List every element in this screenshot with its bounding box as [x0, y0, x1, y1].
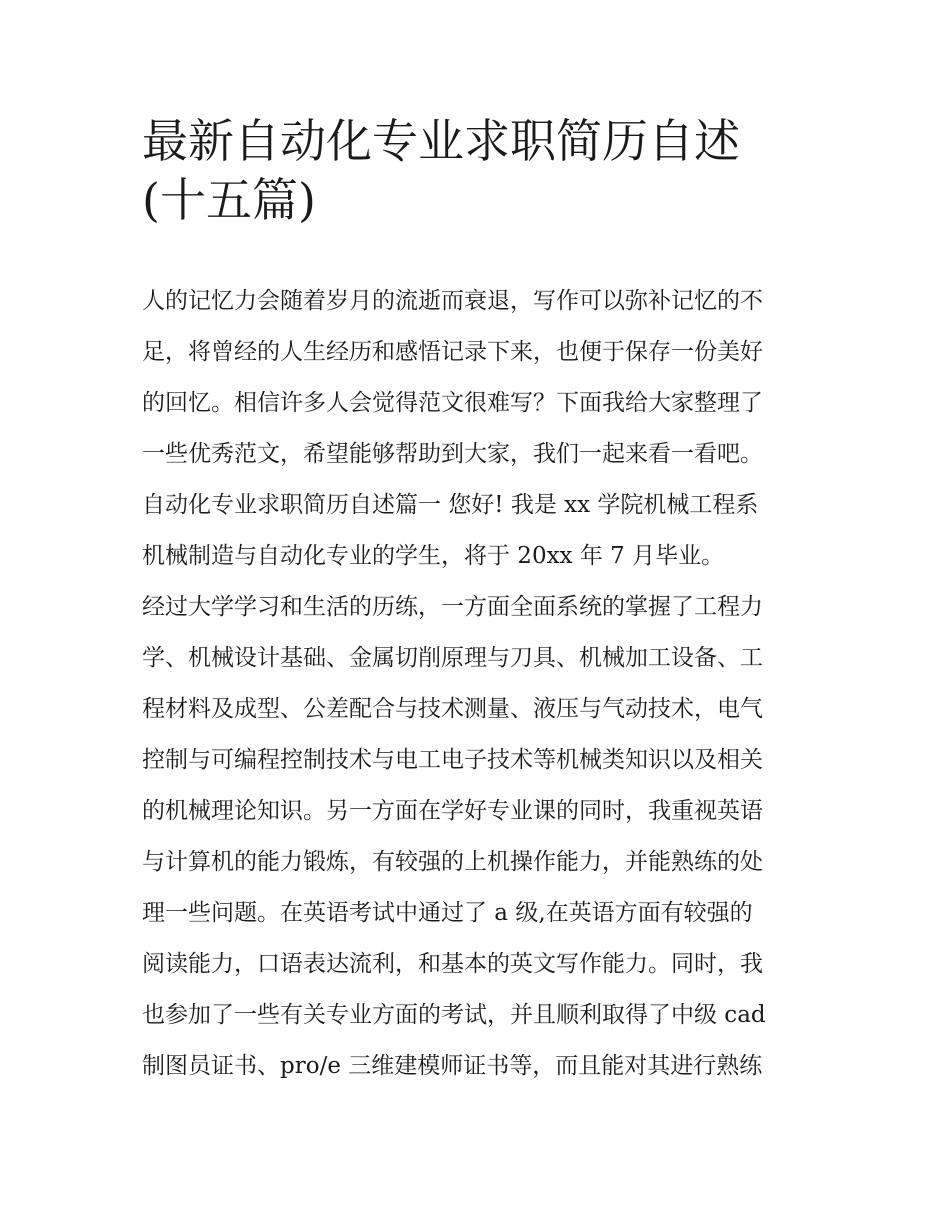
body-line: 的回忆。相信许多人会觉得范文很难写？下面我给大家整理了 — [142, 390, 763, 416]
body-line: 制图员证书、pro/e 三维建模师证书等，而且能对其进行熟练 — [142, 1053, 763, 1079]
body-line: 也参加了一些有关专业方面的考试，并且顺利取得了中级 cad — [142, 1002, 766, 1028]
body-line: 与计算机的能力锻炼，有较强的上机操作能力，并能熟练的处 — [142, 849, 763, 875]
title-line-1: 最新自动化专业求职简历自述 — [142, 114, 740, 168]
title-line-2: (十五篇) — [142, 173, 316, 227]
document-body — [142, 278, 822, 1094]
body-line: 人的记忆力会随着岁月的流逝而衰退，写作可以弥补记忆的不 — [142, 288, 763, 314]
body-line: 经过大学学习和生活的历练，一方面全面系统的掌握了工程力 — [142, 594, 763, 620]
body-line: 机械制造与自动化专业的学生，将于 20xx 年 7 月毕业。 — [142, 543, 725, 569]
body-line: 的机械理论知识。另一方面在学好专业课的同时，我重视英语 — [142, 798, 763, 824]
body-line: 程材料及成型、公差配合与技术测量、液压与气动技术，电气 — [142, 696, 763, 722]
document-title — [142, 112, 822, 230]
body-line: 理一些问题。在英语考试中通过了 a 级,在英语方面有较强的 — [142, 900, 753, 926]
body-line: 自动化专业求职简历自述篇一 您好! 我是 xx 学院机械工程系 — [142, 492, 759, 518]
body-line: 足，将曾经的人生经历和感悟记录下来，也便于保存一份美好 — [142, 339, 763, 365]
body-line: 学、机械设计基础、金属切削原理与刀具、机械加工设备、工 — [142, 645, 763, 671]
body-line: 阅读能力，口语表达流利，和基本的英文写作能力。同时，我 — [142, 951, 763, 977]
body-line: 一些优秀范文，希望能够帮助到大家，我们一起来看一看吧。 — [142, 441, 763, 467]
body-line: 控制与可编程控制技术与电工电子技术等机械类知识以及相关 — [142, 747, 763, 773]
